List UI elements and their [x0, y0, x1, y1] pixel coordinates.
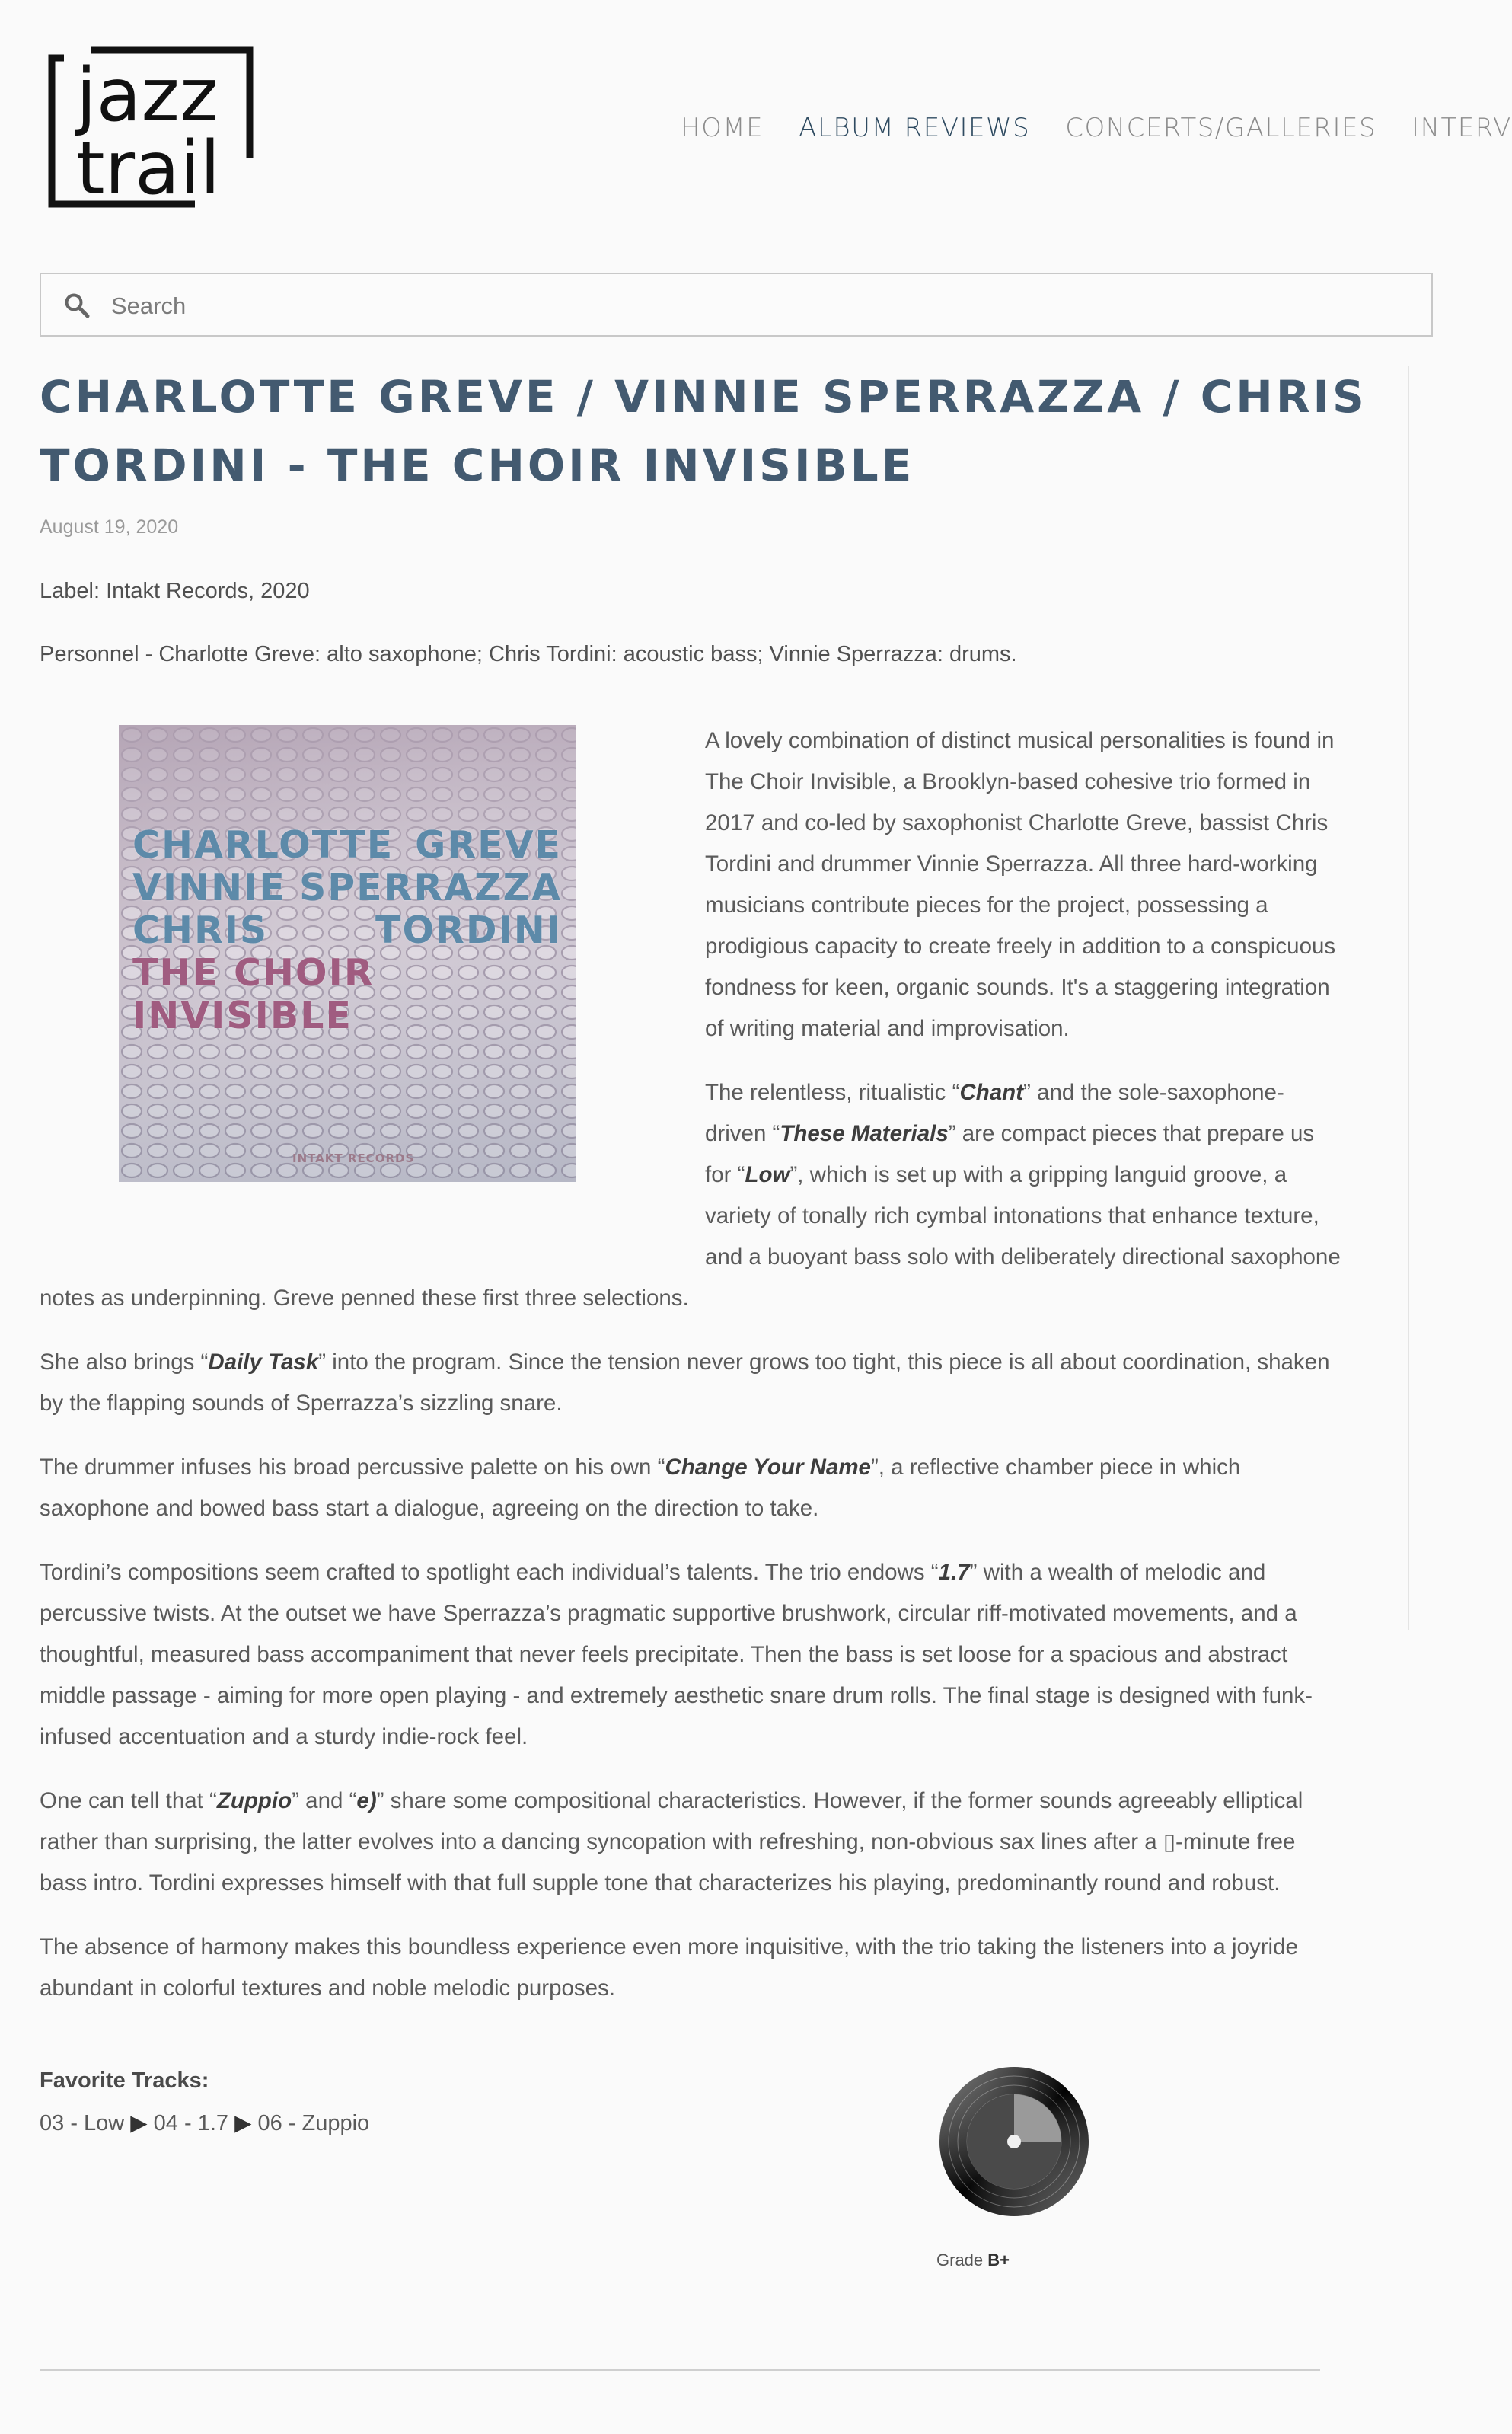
nav-home[interactable]: HOME: [681, 113, 764, 143]
track-chant: Chant: [959, 1080, 1024, 1105]
search-bar: [40, 273, 1433, 337]
post-date: August 19, 2020: [40, 516, 179, 538]
paragraph-7: The absence of harmony makes this boundless experience even more inquisitive, with the trio taking the listeners into a joyride abundant in colorful textures and noble melodic purposes.: [40, 1934, 1298, 2001]
favorite-track: 03 - Low: [40, 2111, 125, 2135]
track-change-your-name: Change Your Name: [665, 1455, 871, 1480]
favorite-tracks-heading: Favorite Tracks:: [40, 2068, 209, 2093]
paragraph-6: One can tell that “Zuppio” and “e)” share some compositional characteristics. However, if the former sounds agreeably elliptical rather than surprising, the latter evolves into a dancing syncopation with refreshing, non-obvious sax lines after a ▯-minute free bass intro. Tordini expresses himself with that full supple tone that characterizes his playing, predominantly round and robust.: [40, 1788, 1303, 1896]
track-e: e): [356, 1788, 377, 1813]
track-zuppio: Zuppio: [216, 1788, 292, 1813]
cover-spacer: [40, 725, 705, 1243]
main-nav: [681, 113, 1512, 143]
logo-mark: [46, 44, 256, 212]
play-arrow-icon: ▶: [130, 2111, 148, 2135]
album-label: Label: Intakt Records, 2020: [40, 579, 310, 603]
content-divider: [1408, 366, 1409, 1630]
play-arrow-icon: ▶: [234, 2111, 252, 2135]
paragraph-3: She also brings “Daily Task” into the program. Since the tension never grows too tight, this piece is all about coordination, shaken by the flapping sounds of Sperrazza’s sizzling snare.: [40, 1350, 1330, 1416]
logo-word-trail: trail: [76, 126, 221, 211]
nav-album-reviews[interactable]: ALBUM REVIEWS: [799, 113, 1031, 143]
vinyl-record-icon: [938, 2065, 1090, 2218]
jazztrail-logo[interactable]: [46, 44, 256, 212]
grade-value: B+: [987, 2250, 1010, 2269]
logo-word-jazz: jazz: [76, 53, 219, 138]
review-body: [40, 725, 1341, 2032]
footer-divider: [40, 2369, 1320, 2371]
paragraph-2: The relentless, ritualistic “Chant” and the sole-saxophone-driven “These Materials” are compact pieces that prepare us for “Low”, which is set up with a gripping languid groove, a variety of tonally rich cymbal intonations that enhance texture, and a buoyant bass solo with deliberately directional saxophone notes as underpinning. Greve penned these first three selections.: [40, 1080, 1341, 1311]
cover-line-3: CHRIS TORDINI: [132, 909, 562, 952]
paragraph-5: Tordini’s compositions seem crafted to spotlight each individual’s talents. The trio endows “1.7” with a wealth of melodic and percussive twists. At the outset we have Sperrazza’s pragmatic supportive brushwork, circular riff-motivated movements, and a thoughtful, measured bass accompaniment that never feels precipitate. Then the bass is set loose for a spacious and abstract middle passage - aiming for more open playing - and extremely aesthetic snare drum rolls. The final stage is designed with funk-infused accentuation and a sturdy indie-rock feel.: [40, 1560, 1313, 1749]
grade: Grade B+: [936, 2250, 1010, 2269]
favorite-track: 06 - Zuppio: [257, 2111, 370, 2135]
favorite-track: 04 - 1.7: [153, 2111, 229, 2135]
cover-line-1: CHARLOTTE GREVE: [132, 823, 562, 867]
paragraph-1: A lovely combination of distinct musical personalities is found in The Choir Invisible, a Brooklyn-based cohesive trio formed in 2017 and co-led by saxophonist Charlotte Greve, bassist Chris Tordini and drummer Vinnie Sperrazza. All three hard-working musicians contribute pieces for the project, possessing a prodigious capacity to create freely in addition to a conspicuous fondness for keen, organic sounds. It's a staggering integration of writing material and improvisation.: [705, 728, 1336, 1041]
cover-line-4: THE CHOIR INVISIBLE: [132, 951, 375, 1037]
page-title: CHARLOTTE GREVE / VINNIE SPERRAZZA / CHRIS TORDINI - THE CHOIR INVISIBLE: [40, 371, 1367, 491]
track-these-materials: These Materials: [780, 1121, 949, 1146]
paragraph-4: The drummer infuses his broad percussive palette on his own “Change Your Name”, a reflective chamber piece in which saxophone and bowed bass start a dialogue, agreeing on the direction to take.: [40, 1455, 1241, 1521]
search-icon[interactable]: [64, 292, 90, 318]
search-input[interactable]: [110, 288, 1407, 324]
nav-interviews[interactable]: INTERV: [1412, 113, 1512, 143]
track-1-7: 1.7: [938, 1560, 970, 1585]
track-daily-task: Daily Task: [208, 1350, 319, 1375]
track-low: Low: [745, 1162, 790, 1187]
album-personnel: Personnel - Charlotte Greve: alto saxophone; Chris Tordini: acoustic bass; Vinnie Sperrazza: drums.: [40, 642, 1017, 666]
cover-line-2: VINNIE SPERRAZZA: [132, 866, 562, 909]
cover-record-label: INTAKT RECORDS: [292, 1152, 415, 1165]
favorite-tracks-list: [40, 2110, 369, 2136]
nav-concerts-galleries[interactable]: CONCERTS/GALLERIES: [1065, 113, 1377, 143]
